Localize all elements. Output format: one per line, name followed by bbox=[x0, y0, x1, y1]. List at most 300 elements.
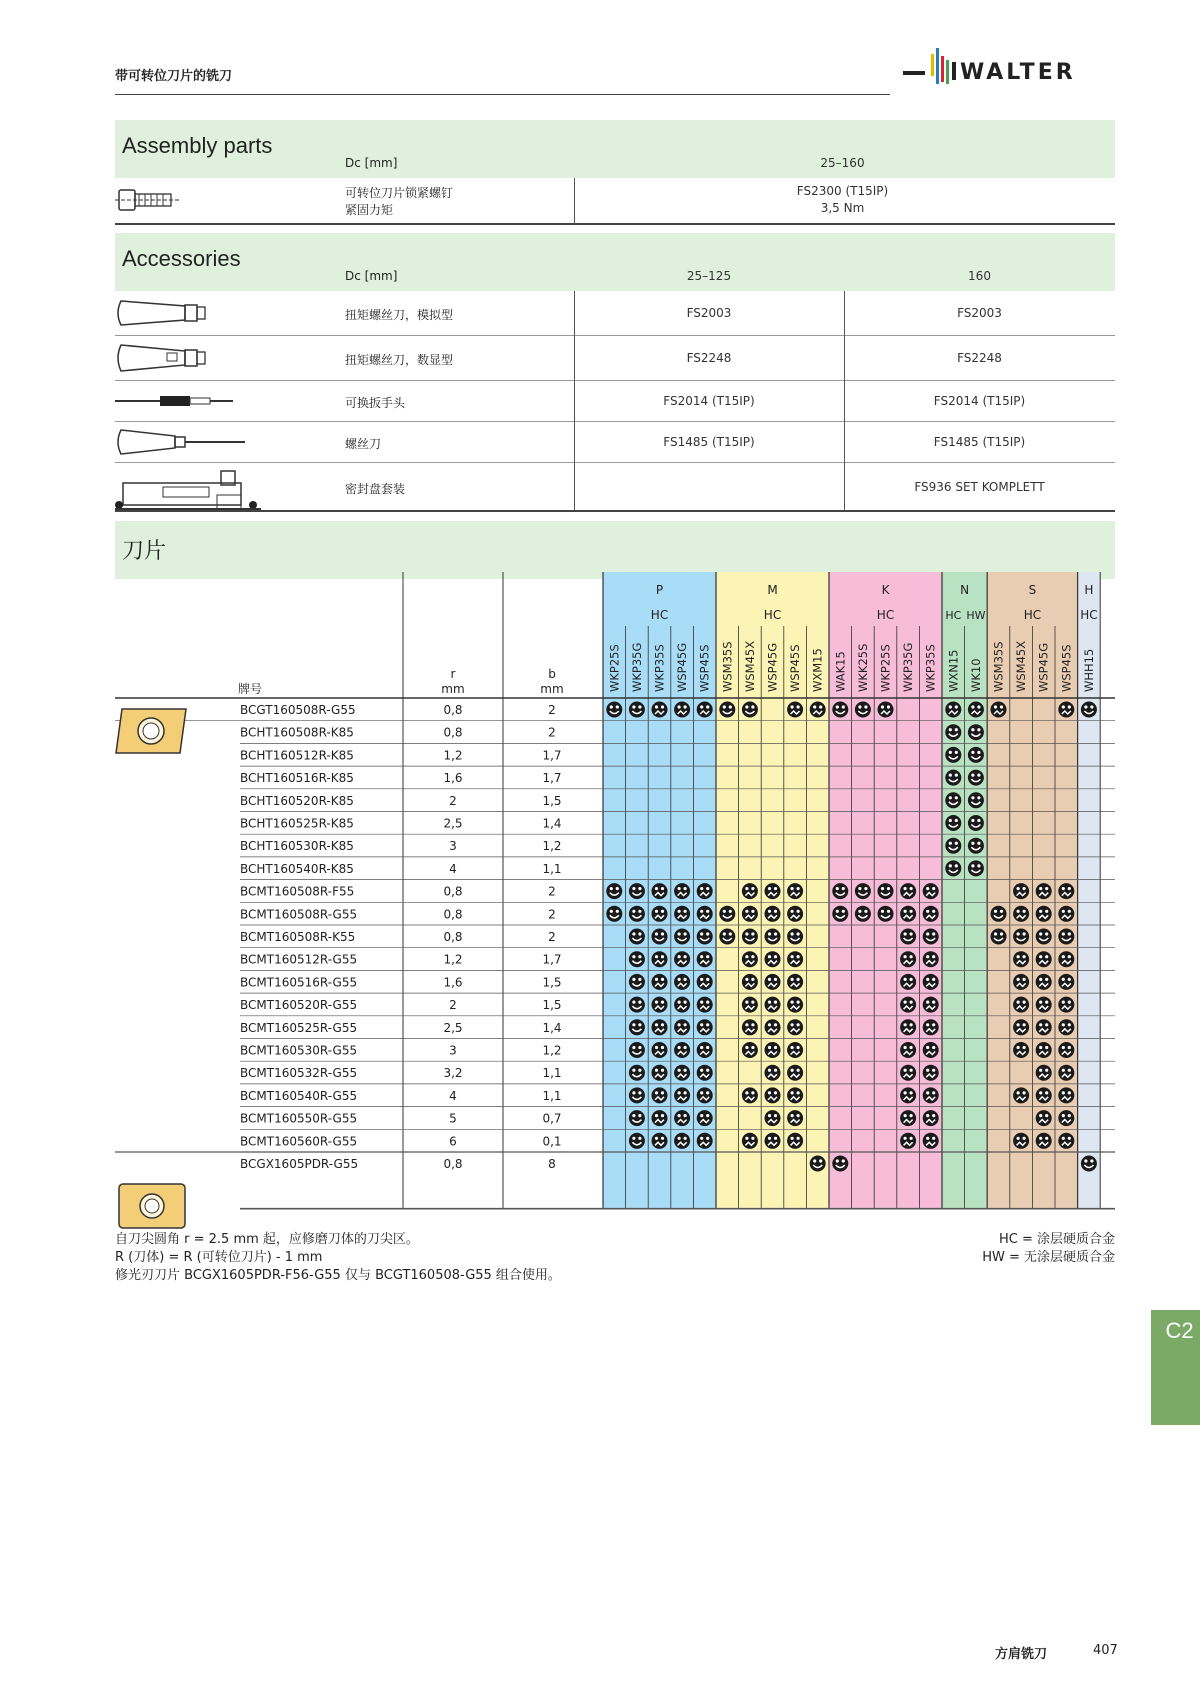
suitability-icon bbox=[1036, 1042, 1052, 1058]
insert-designation: BCHT160512R-K85 bbox=[240, 748, 354, 763]
grade-type-label: HC bbox=[876, 608, 895, 622]
suitability-icon bbox=[742, 929, 758, 945]
suitability-icon bbox=[900, 1087, 916, 1103]
insert-r-value: 1,2 bbox=[443, 748, 463, 763]
suitability-icon bbox=[900, 1110, 916, 1126]
suitability-icon bbox=[1058, 997, 1074, 1013]
suitability-icon bbox=[968, 838, 984, 854]
insert-designation: BCHT160516R-K85 bbox=[240, 771, 354, 786]
suitability-icon bbox=[1081, 1156, 1097, 1172]
insert-r-value: 4 bbox=[449, 861, 457, 876]
suitability-icon bbox=[968, 702, 984, 718]
accessories-col1: 25–125 bbox=[686, 269, 732, 283]
suitability-icon bbox=[697, 1087, 713, 1103]
accessories-title: Accessories bbox=[122, 246, 241, 271]
suitability-icon bbox=[719, 906, 735, 922]
suitability-icon bbox=[652, 883, 668, 899]
insert-designation: BCGX1605PDR-G55 bbox=[240, 1157, 359, 1171]
insert-r-value: 3 bbox=[449, 839, 457, 854]
suitability-icon bbox=[945, 860, 961, 876]
grade-name: WSM35S bbox=[991, 641, 1006, 692]
grade-name: WKP35S bbox=[652, 644, 667, 692]
designation-header: 牌号 bbox=[238, 682, 263, 696]
grade-type-label: HW bbox=[966, 609, 986, 622]
assembly-value-1: FS2300 (T15IP) bbox=[796, 184, 889, 198]
insert-designation: BCMT160508R-K55 bbox=[240, 930, 356, 944]
suitability-icon bbox=[787, 702, 803, 718]
suitability-icon bbox=[719, 702, 735, 718]
assembly-title: Assembly parts bbox=[122, 133, 273, 158]
suitability-icon bbox=[1013, 883, 1029, 899]
suitability-icon bbox=[787, 951, 803, 967]
grade-type-label: HC bbox=[1080, 608, 1098, 622]
suitability-icon bbox=[652, 1133, 668, 1149]
insert-r-value: 2,5 bbox=[443, 816, 463, 831]
insert-designation: BCMT160508R-F55 bbox=[240, 884, 355, 899]
footnote-3: 修光刃刀片 BCGX1605PDR-F56-G55 仅与 BCGT160508-G55 组合使用。 bbox=[115, 1268, 561, 1283]
suitability-icon bbox=[742, 906, 758, 922]
suitability-icon bbox=[945, 747, 961, 763]
suitability-icon bbox=[652, 1087, 668, 1103]
grade-name: WKP35G bbox=[629, 642, 644, 692]
accessory-label: 螺丝刀 bbox=[345, 437, 382, 451]
accessory-label: 密封盘套装 bbox=[345, 482, 406, 496]
suitability-icon bbox=[1013, 1019, 1029, 1035]
suitability-icon bbox=[1081, 702, 1097, 718]
insert-r-value: 1,6 bbox=[443, 771, 463, 786]
accessory-value-2: FS936 SET KOMPLETT bbox=[914, 480, 1045, 494]
suitability-icon bbox=[855, 906, 871, 922]
suitability-icon bbox=[652, 1110, 668, 1126]
insert-designation: BCMT160520R-G55 bbox=[240, 998, 358, 1013]
suitability-icon bbox=[832, 1156, 848, 1172]
insert-hole-inner bbox=[143, 723, 159, 739]
suitability-icon bbox=[900, 997, 916, 1013]
suitability-icon bbox=[945, 724, 961, 740]
insert-b-value: 1,4 bbox=[542, 1020, 562, 1035]
insert-r-value: 4 bbox=[449, 1088, 457, 1103]
suitability-icon bbox=[652, 997, 668, 1013]
insert-b-value: 8 bbox=[548, 1157, 556, 1171]
grade-name: WKP35G bbox=[901, 642, 916, 692]
insert-b-value: 1,1 bbox=[542, 1066, 562, 1081]
grade-name: WKK25S bbox=[855, 643, 870, 692]
suitability-icon bbox=[923, 974, 939, 990]
suitability-icon bbox=[968, 724, 984, 740]
insert-b-value: 2 bbox=[548, 884, 556, 899]
suitability-icon bbox=[1058, 1065, 1074, 1081]
suitability-icon bbox=[1013, 997, 1029, 1013]
suitability-icon bbox=[945, 770, 961, 786]
suitability-icon bbox=[923, 997, 939, 1013]
insert-designation: BCMT160550R-G55 bbox=[240, 1111, 358, 1126]
suitability-icon bbox=[742, 883, 758, 899]
suitability-icon bbox=[923, 929, 939, 945]
suitability-icon bbox=[697, 883, 713, 899]
grade-name: WSP45S bbox=[1059, 644, 1074, 692]
suitability-icon bbox=[652, 1065, 668, 1081]
suitability-icon bbox=[1058, 1042, 1074, 1058]
suitability-icon bbox=[968, 860, 984, 876]
suitability-icon bbox=[629, 997, 645, 1013]
insert-designation: BCMT160530R-G55 bbox=[240, 1043, 358, 1058]
material-group-label: P bbox=[655, 583, 664, 597]
insert-r-value: 0,8 bbox=[443, 907, 463, 922]
suitability-icon bbox=[810, 1156, 826, 1172]
b-header: b bbox=[548, 667, 556, 681]
suitability-icon bbox=[787, 1065, 803, 1081]
suitability-icon bbox=[787, 1133, 803, 1149]
suitability-icon bbox=[742, 1042, 758, 1058]
suitability-icon bbox=[1013, 1133, 1029, 1149]
suitability-icon bbox=[629, 974, 645, 990]
suitability-icon bbox=[606, 906, 622, 922]
suitability-icon bbox=[1036, 997, 1052, 1013]
insert-r-value: 0,8 bbox=[443, 725, 463, 740]
suitability-icon bbox=[900, 929, 916, 945]
suitability-icon bbox=[674, 951, 690, 967]
insert-b-value: 2 bbox=[548, 703, 556, 717]
suitability-icon bbox=[787, 929, 803, 945]
suitability-icon bbox=[1036, 1110, 1052, 1126]
suitability-icon bbox=[1036, 906, 1052, 922]
insert-b-value: 0,7 bbox=[542, 1111, 562, 1126]
insert-designation: BCMT160525R-G55 bbox=[240, 1020, 358, 1035]
insert-b-value: 1,7 bbox=[542, 771, 562, 786]
r-unit: mm bbox=[441, 682, 465, 696]
suitability-icon bbox=[810, 702, 826, 718]
suitability-icon bbox=[1013, 906, 1029, 922]
suitability-icon bbox=[697, 974, 713, 990]
suitability-icon bbox=[652, 974, 668, 990]
grade-name: WSP45S bbox=[788, 644, 803, 692]
suitability-icon bbox=[652, 1019, 668, 1035]
grade-name: WSP45S bbox=[697, 644, 712, 692]
insert-r-value: 3,2 bbox=[443, 1066, 463, 1081]
suitability-icon bbox=[1058, 883, 1074, 899]
insert-b-value: 0,1 bbox=[542, 1134, 562, 1149]
insert-r-value: 0,8 bbox=[443, 703, 463, 717]
grade-name: WKP25S bbox=[607, 644, 622, 692]
insert-designation: BCMT160532R-G55 bbox=[240, 1066, 358, 1081]
suitability-icon bbox=[765, 1133, 781, 1149]
suitability-icon bbox=[923, 951, 939, 967]
legend-hc: HC = 涂层硬质合金 bbox=[998, 1232, 1115, 1247]
suitability-icon bbox=[697, 702, 713, 718]
suitability-icon bbox=[1036, 929, 1052, 945]
grade-type-label: HC bbox=[763, 608, 782, 622]
suitability-icon bbox=[742, 1019, 758, 1035]
legend-hw: HW = 无涂层硬质合金 bbox=[982, 1250, 1115, 1265]
insert-b-value: 1,5 bbox=[542, 998, 562, 1013]
suitability-icon bbox=[1058, 929, 1074, 945]
footer-section-name: 方肩铣刀 bbox=[995, 1647, 1048, 1662]
suitability-icon bbox=[923, 1133, 939, 1149]
grade-name: WSP45G bbox=[1036, 642, 1051, 692]
accessories-col2: 160 bbox=[968, 269, 991, 283]
suitability-icon bbox=[968, 815, 984, 831]
suitability-icon bbox=[674, 997, 690, 1013]
grade-name: WHH15 bbox=[1081, 648, 1096, 692]
suitability-icon bbox=[652, 1042, 668, 1058]
suitability-icon bbox=[900, 906, 916, 922]
insert-b-value: 1,4 bbox=[542, 816, 562, 831]
suitability-icon bbox=[968, 792, 984, 808]
suitability-icon bbox=[765, 974, 781, 990]
suitability-icon bbox=[629, 1087, 645, 1103]
suitability-icon bbox=[787, 997, 803, 1013]
suitability-icon bbox=[674, 1065, 690, 1081]
grade-name: WSM45X bbox=[1014, 640, 1029, 692]
suitability-icon bbox=[1013, 1087, 1029, 1103]
grade-name: WSP45G bbox=[675, 642, 690, 692]
suitability-icon bbox=[697, 1133, 713, 1149]
r-header: r bbox=[450, 667, 456, 681]
suitability-icon bbox=[923, 1019, 939, 1035]
suitability-icon bbox=[674, 1110, 690, 1126]
grade-name: WK10 bbox=[968, 658, 983, 692]
grade-name: WKP25S bbox=[878, 644, 893, 692]
accessory-value-2: FS2248 bbox=[957, 351, 1002, 365]
suitability-icon bbox=[1036, 1065, 1052, 1081]
suitability-icon bbox=[923, 906, 939, 922]
insert-b-value: 1,5 bbox=[542, 975, 562, 990]
page-number: 407 bbox=[1093, 1643, 1118, 1658]
suitability-icon bbox=[765, 1019, 781, 1035]
suitability-icon bbox=[697, 951, 713, 967]
suitability-icon bbox=[787, 1042, 803, 1058]
insert-designation: BCMT160516R-G55 bbox=[240, 975, 358, 990]
grade-name: WSM45X bbox=[742, 640, 757, 692]
insert-r-value: 2 bbox=[449, 998, 457, 1013]
suitability-icon bbox=[765, 883, 781, 899]
suitability-icon bbox=[900, 1133, 916, 1149]
suitability-icon bbox=[652, 929, 668, 945]
grade-name: WKP35S bbox=[923, 644, 938, 692]
insert-r-value: 0,8 bbox=[443, 1157, 463, 1171]
suitability-icon bbox=[1036, 1087, 1052, 1103]
logo-text: WALTER bbox=[960, 60, 1076, 85]
suitability-icon bbox=[1013, 1042, 1029, 1058]
suitability-icon bbox=[765, 997, 781, 1013]
suitability-icon bbox=[765, 1065, 781, 1081]
assembly-item-label-1: 可转位刀片锁紧螺钉 bbox=[345, 186, 454, 200]
suitability-icon bbox=[742, 997, 758, 1013]
suitability-icon bbox=[1036, 974, 1052, 990]
suitability-icon bbox=[900, 1042, 916, 1058]
suitability-icon bbox=[674, 974, 690, 990]
insert-r-value: 2,5 bbox=[443, 1020, 463, 1035]
suitability-icon bbox=[1013, 974, 1029, 990]
insert-r-value: 0,8 bbox=[443, 930, 463, 944]
insert-b-value: 1,2 bbox=[542, 839, 562, 854]
insert-hole-inner bbox=[145, 1199, 159, 1213]
insert-r-value: 1,2 bbox=[443, 952, 463, 967]
suitability-icon bbox=[742, 951, 758, 967]
suitability-icon bbox=[652, 702, 668, 718]
suitability-icon bbox=[991, 702, 1007, 718]
accessory-value-2: FS2014 (T15IP) bbox=[933, 394, 1026, 408]
suitability-icon bbox=[1058, 1133, 1074, 1149]
suitability-icon bbox=[629, 1110, 645, 1126]
insert-r-value: 3 bbox=[449, 1043, 457, 1058]
inserts-title: 刀片 bbox=[122, 538, 167, 563]
chapter-tab[interactable]: C2 bbox=[1151, 1310, 1200, 1425]
accessory-label: 扭矩螺丝刀，模拟型 bbox=[345, 308, 454, 322]
page-header-title: 带可转位刀片的铣刀 bbox=[115, 69, 233, 84]
suitability-icon bbox=[832, 883, 848, 899]
suitability-icon bbox=[765, 1087, 781, 1103]
grade-name: WSP45G bbox=[765, 642, 780, 692]
assembly-value-2: 3,5 Nm bbox=[820, 201, 865, 215]
suitability-icon bbox=[606, 702, 622, 718]
accessory-value-1: FS1485 (T15IP) bbox=[663, 435, 755, 449]
grade-name: WAK15 bbox=[833, 651, 848, 692]
insert-designation: BCMT160560R-G55 bbox=[240, 1134, 358, 1149]
footnote-1: 自刀尖圆角 r = 2.5 mm 起，应修磨刀体的刀尖区。 bbox=[115, 1232, 419, 1247]
grade-type-label: HC bbox=[1023, 608, 1042, 622]
suitability-icon bbox=[742, 702, 758, 718]
suitability-icon bbox=[765, 1110, 781, 1126]
insert-designation: BCHT160508R-K85 bbox=[240, 725, 354, 740]
suitability-icon bbox=[1058, 702, 1074, 718]
suitability-icon bbox=[652, 951, 668, 967]
suitability-icon bbox=[787, 1087, 803, 1103]
suitability-icon bbox=[1058, 951, 1074, 967]
suitability-icon bbox=[878, 702, 894, 718]
insert-designation: BCMT160508R-G55 bbox=[240, 907, 358, 922]
suitability-icon bbox=[629, 883, 645, 899]
suitability-icon bbox=[765, 929, 781, 945]
insert-designation: BCHT160525R-K85 bbox=[240, 816, 354, 831]
insert-b-value: 1,7 bbox=[542, 748, 562, 763]
suitability-icon bbox=[923, 1042, 939, 1058]
suitability-icon bbox=[742, 974, 758, 990]
insert-designation: BCHT160530R-K85 bbox=[240, 839, 354, 854]
suitability-icon bbox=[674, 929, 690, 945]
grade-name: WXM15 bbox=[810, 648, 825, 692]
suitability-icon bbox=[923, 1110, 939, 1126]
suitability-icon bbox=[991, 929, 1007, 945]
suitability-icon bbox=[674, 1019, 690, 1035]
suitability-icon bbox=[968, 747, 984, 763]
suitability-icon bbox=[1058, 1019, 1074, 1035]
suitability-icon bbox=[900, 1019, 916, 1035]
insert-designation: BCGT160508R-G55 bbox=[240, 703, 356, 717]
suitability-icon bbox=[923, 1065, 939, 1081]
insert-b-value: 2 bbox=[548, 725, 556, 740]
insert-r-value: 2 bbox=[449, 793, 457, 808]
accessory-label: 可换扳手头 bbox=[345, 396, 406, 410]
suitability-icon bbox=[832, 906, 848, 922]
suitability-icon bbox=[923, 883, 939, 899]
material-group-label: H bbox=[1084, 583, 1094, 597]
suitability-icon bbox=[652, 906, 668, 922]
suitability-icon bbox=[1013, 929, 1029, 945]
suitability-icon bbox=[1058, 1087, 1074, 1103]
footnote-2: R (刀体) = R (可转位刀片) - 1 mm bbox=[115, 1250, 323, 1265]
accessory-value-1: FS2014 (T15IP) bbox=[663, 394, 755, 408]
suitability-icon bbox=[787, 1019, 803, 1035]
insert-designation: BCMT160540R-G55 bbox=[240, 1088, 358, 1103]
suitability-icon bbox=[674, 883, 690, 899]
insert-b-value: 1,7 bbox=[542, 952, 562, 967]
suitability-icon bbox=[719, 929, 735, 945]
suitability-icon bbox=[765, 1042, 781, 1058]
suitability-icon bbox=[606, 883, 622, 899]
suitability-icon bbox=[787, 906, 803, 922]
accessory-label: 扭矩螺丝刀，数显型 bbox=[345, 353, 454, 367]
grade-type-label: HC bbox=[650, 608, 669, 622]
suitability-icon bbox=[697, 997, 713, 1013]
suitability-icon bbox=[629, 951, 645, 967]
suitability-icon bbox=[945, 838, 961, 854]
suitability-icon bbox=[674, 906, 690, 922]
suitability-icon bbox=[765, 906, 781, 922]
suitability-icon bbox=[787, 1110, 803, 1126]
insert-r-value: 0,8 bbox=[443, 884, 463, 899]
suitability-icon bbox=[855, 883, 871, 899]
suitability-icon bbox=[878, 906, 894, 922]
suitability-icon bbox=[742, 1087, 758, 1103]
insert-b-value: 2 bbox=[548, 930, 556, 944]
insert-designation: BCHT160540R-K85 bbox=[240, 861, 354, 876]
suitability-icon bbox=[1036, 1133, 1052, 1149]
insert-designation: BCMT160512R-G55 bbox=[240, 952, 358, 967]
material-group-label: K bbox=[881, 583, 890, 597]
suitability-icon bbox=[1036, 1019, 1052, 1035]
insert-b-value: 1,1 bbox=[542, 1088, 562, 1103]
suitability-icon bbox=[787, 883, 803, 899]
b-unit: mm bbox=[540, 682, 564, 696]
suitability-icon bbox=[968, 770, 984, 786]
suitability-icon bbox=[697, 1019, 713, 1035]
suitability-icon bbox=[1058, 974, 1074, 990]
assembly-dc-label: Dc [mm] bbox=[345, 156, 398, 170]
assembly-range: 25–160 bbox=[820, 156, 865, 170]
insert-r-value: 1,6 bbox=[443, 975, 463, 990]
suitability-icon bbox=[674, 1133, 690, 1149]
insert-b-value: 1,2 bbox=[542, 1043, 562, 1058]
suitability-icon bbox=[697, 906, 713, 922]
suitability-icon bbox=[742, 1133, 758, 1149]
insert-b-value: 1,1 bbox=[542, 861, 562, 876]
suitability-icon bbox=[945, 792, 961, 808]
suitability-icon bbox=[1036, 951, 1052, 967]
suitability-icon bbox=[629, 702, 645, 718]
suitability-icon bbox=[878, 883, 894, 899]
accessories-dc-label: Dc [mm] bbox=[345, 269, 398, 283]
suitability-icon bbox=[900, 974, 916, 990]
accessory-value-1: FS2003 bbox=[686, 306, 732, 320]
material-group-label: M bbox=[767, 583, 778, 597]
suitability-icon bbox=[674, 1087, 690, 1103]
suitability-icon bbox=[900, 1065, 916, 1081]
insert-r-value: 5 bbox=[449, 1111, 457, 1126]
suitability-icon bbox=[1058, 906, 1074, 922]
suitability-icon bbox=[900, 951, 916, 967]
suitability-icon bbox=[765, 951, 781, 967]
suitability-icon bbox=[945, 702, 961, 718]
grade-name: WXN15 bbox=[946, 649, 961, 692]
material-group-label: S bbox=[1028, 583, 1037, 597]
suitability-icon bbox=[629, 1042, 645, 1058]
suitability-icon bbox=[991, 906, 1007, 922]
insert-r-value: 6 bbox=[449, 1134, 457, 1149]
accessory-value-1: FS2248 bbox=[686, 351, 732, 365]
insert-designation: BCHT160520R-K85 bbox=[240, 793, 354, 808]
suitability-icon bbox=[674, 1042, 690, 1058]
